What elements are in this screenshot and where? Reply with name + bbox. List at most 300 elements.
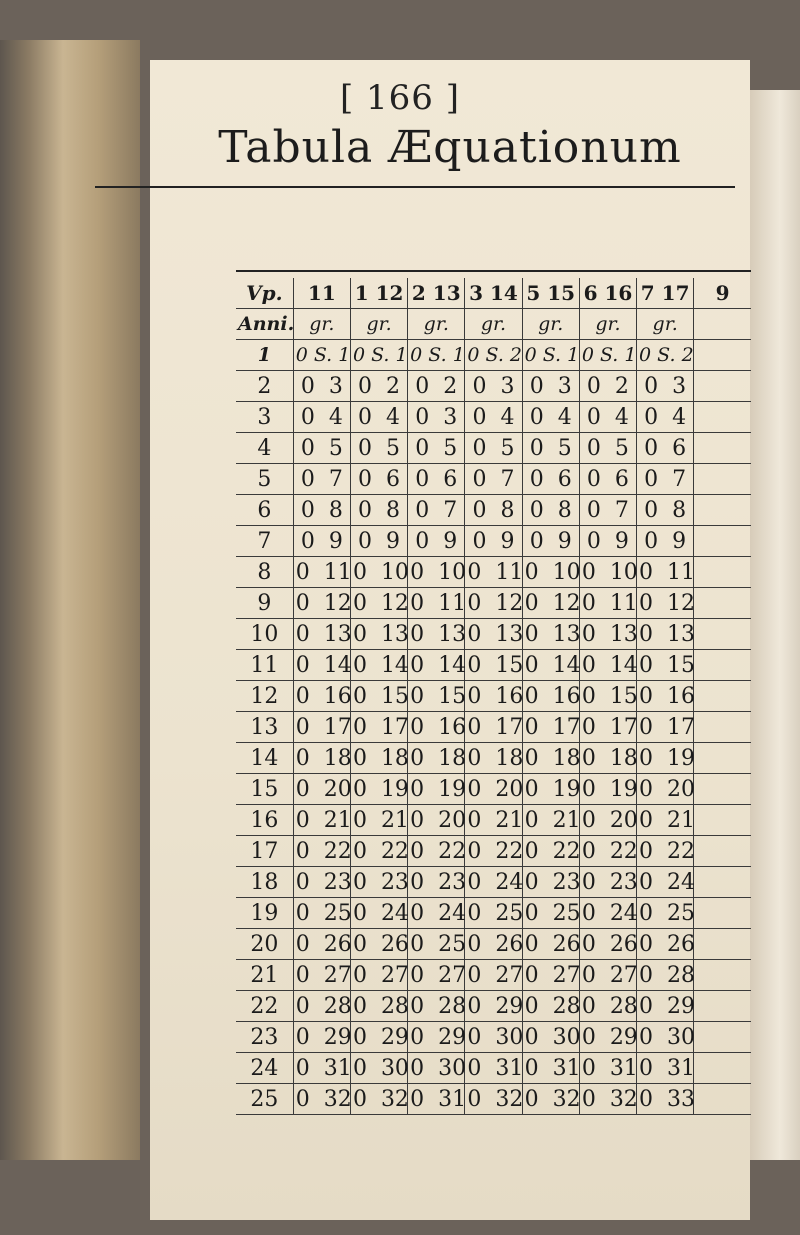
value-cell (522, 650, 579, 681)
degree-value: 21 (323, 807, 352, 833)
year-cell: 7 (236, 526, 293, 557)
zero-marker: 0 (415, 435, 430, 461)
zero-marker: 0 (644, 373, 659, 399)
zero-marker: 0 (644, 497, 659, 523)
degree-value: 17 (667, 714, 696, 740)
zero-marker: 0 (415, 373, 430, 399)
units-cell: gr. (408, 309, 465, 340)
zero-marker: 0 (467, 1055, 482, 1081)
year-cell: 15 (236, 774, 293, 805)
degree-value: 30 (552, 1024, 581, 1050)
header-cell: 3 14 (465, 278, 522, 309)
value-cell (465, 557, 522, 588)
zero-marker: 0 (352, 590, 367, 616)
zero-marker: 0 (524, 776, 539, 802)
table-row (236, 495, 751, 526)
value-cell (522, 464, 579, 495)
degree-value: 31 (609, 1055, 638, 1081)
zero-marker: 0 (300, 497, 315, 523)
value-cell (465, 898, 522, 929)
degree-value: 7 (614, 497, 629, 523)
zero-marker: 0 (529, 466, 544, 492)
zero-marker: 0 (467, 776, 482, 802)
value-cell (579, 991, 636, 1022)
equation-table (236, 278, 751, 1115)
degree-value: 16 (323, 683, 352, 709)
table-row (236, 960, 751, 991)
degree-value: 20 (609, 807, 638, 833)
table-row (236, 929, 751, 960)
zero-marker: 0 (586, 497, 601, 523)
degree-value: 16 (552, 683, 581, 709)
degree-value: 31 (667, 1055, 696, 1081)
degree-value: 8 (500, 497, 515, 523)
degree-value: 5 (557, 435, 572, 461)
zero-marker: 0 (300, 373, 315, 399)
zero-marker: 0 (639, 1086, 654, 1112)
zero-marker: 0 (467, 807, 482, 833)
value-cell (579, 650, 636, 681)
value-cell (350, 433, 407, 464)
zero-marker: 0 (410, 869, 425, 895)
zero-marker: 0 (410, 931, 425, 957)
degree-value: 12 (380, 590, 409, 616)
degree-value: 25 (438, 931, 467, 957)
units-cell: gr. (293, 309, 350, 340)
value-cell (579, 588, 636, 619)
value-cell (465, 712, 522, 743)
degree-value: 18 (438, 745, 467, 771)
degree-value: 32 (380, 1086, 409, 1112)
trailing-cell (694, 681, 751, 712)
zero-marker: 0 (410, 900, 425, 926)
zero-marker: 0 (472, 528, 487, 554)
first-row-cell: 1 (236, 340, 293, 371)
zero-marker: 0 (358, 373, 373, 399)
degree-value: 29 (438, 1024, 467, 1050)
zero-marker: 0 (639, 962, 654, 988)
value-cell (350, 619, 407, 650)
value-cell (579, 681, 636, 712)
units-cell: gr. (579, 309, 636, 340)
zero-marker: 0 (295, 559, 310, 585)
degree-value: 3 (557, 373, 572, 399)
value-cell (579, 1053, 636, 1084)
zero-marker: 0 (467, 869, 482, 895)
value-cell (408, 557, 465, 588)
value-cell (465, 681, 522, 712)
value-cell (408, 1084, 465, 1115)
value-cell (465, 991, 522, 1022)
degree-value: 25 (667, 900, 696, 926)
zero-marker: 0 (467, 621, 482, 647)
zero-marker: 0 (295, 621, 310, 647)
value-cell (293, 619, 350, 650)
zero-marker: 0 (467, 745, 482, 771)
year-cell: 5 (236, 464, 293, 495)
value-cell (637, 1053, 694, 1084)
degree-value: 22 (438, 838, 467, 864)
table-first-row (236, 340, 751, 371)
zero-marker: 0 (581, 776, 596, 802)
trailing-cell (694, 557, 751, 588)
trailing-cell (694, 991, 751, 1022)
value-cell (408, 991, 465, 1022)
degree-value: 29 (667, 993, 696, 1019)
degree-value: 18 (380, 745, 409, 771)
trailing-cell (694, 960, 751, 991)
header-cell: Vp. (236, 278, 293, 309)
value-cell (522, 712, 579, 743)
degree-value: 18 (495, 745, 524, 771)
first-row-cell: 0 S. 1 (579, 340, 636, 371)
value-cell (637, 774, 694, 805)
value-cell (579, 712, 636, 743)
degree-value: 19 (609, 776, 638, 802)
degree-value: 7 (672, 466, 687, 492)
header-cell: 7 17 (637, 278, 694, 309)
degree-value: 32 (323, 1086, 352, 1112)
zero-marker: 0 (352, 993, 367, 1019)
degree-value: 31 (438, 1086, 467, 1112)
degree-value: 30 (380, 1055, 409, 1081)
zero-marker: 0 (358, 435, 373, 461)
value-cell (408, 588, 465, 619)
year-cell: 16 (236, 805, 293, 836)
trailing-cell (694, 774, 751, 805)
zero-marker: 0 (472, 497, 487, 523)
value-cell (293, 681, 350, 712)
degree-value: 17 (495, 714, 524, 740)
zero-marker: 0 (524, 869, 539, 895)
zero-marker: 0 (639, 621, 654, 647)
value-cell (522, 433, 579, 464)
degree-value: 17 (323, 714, 352, 740)
degree-value: 9 (614, 528, 629, 554)
value-cell (637, 650, 694, 681)
value-cell (522, 991, 579, 1022)
zero-marker: 0 (410, 1024, 425, 1050)
zero-marker: 0 (639, 869, 654, 895)
degree-value: 27 (609, 962, 638, 988)
degree-value: 22 (495, 838, 524, 864)
zero-marker: 0 (467, 838, 482, 864)
zero-marker: 0 (352, 776, 367, 802)
zero-marker: 0 (467, 993, 482, 1019)
zero-marker: 0 (524, 1024, 539, 1050)
value-cell (350, 805, 407, 836)
zero-marker: 0 (524, 745, 539, 771)
zero-marker: 0 (300, 404, 315, 430)
value-cell (408, 402, 465, 433)
zero-marker: 0 (581, 993, 596, 1019)
zero-marker: 0 (581, 714, 596, 740)
value-cell (408, 495, 465, 526)
zero-marker: 0 (581, 652, 596, 678)
zero-marker: 0 (415, 528, 430, 554)
zero-marker: 0 (639, 652, 654, 678)
zero-marker: 0 (581, 1055, 596, 1081)
year-cell: 23 (236, 1022, 293, 1053)
degree-value: 21 (667, 807, 696, 833)
zero-marker: 0 (410, 962, 425, 988)
value-cell (293, 495, 350, 526)
zero-marker: 0 (410, 838, 425, 864)
zero-marker: 0 (524, 838, 539, 864)
degree-value: 30 (438, 1055, 467, 1081)
value-cell (293, 1022, 350, 1053)
degree-value: 5 (386, 435, 401, 461)
value-cell (293, 1053, 350, 1084)
zero-marker: 0 (529, 373, 544, 399)
value-cell (579, 495, 636, 526)
zero-marker: 0 (581, 745, 596, 771)
header-cell: 5 15 (522, 278, 579, 309)
degree-value: 23 (380, 869, 409, 895)
degree-value: 13 (380, 621, 409, 647)
degree-value: 4 (386, 404, 401, 430)
trailing-cell (694, 588, 751, 619)
zero-marker: 0 (639, 931, 654, 957)
degree-value: 29 (495, 993, 524, 1019)
degree-value: 4 (672, 404, 687, 430)
value-cell (522, 681, 579, 712)
value-cell (408, 960, 465, 991)
zero-marker: 0 (581, 962, 596, 988)
zero-marker: 0 (524, 590, 539, 616)
degree-value: 31 (495, 1055, 524, 1081)
degree-value: 6 (557, 466, 572, 492)
value-cell (465, 495, 522, 526)
value-cell (579, 774, 636, 805)
value-cell (522, 898, 579, 929)
value-cell (465, 433, 522, 464)
facing-page-edge (748, 90, 800, 1160)
degree-value: 18 (609, 745, 638, 771)
degree-value: 23 (323, 869, 352, 895)
degree-value: 18 (323, 745, 352, 771)
value-cell (522, 774, 579, 805)
degree-value: 15 (495, 652, 524, 678)
value-cell (350, 836, 407, 867)
value-cell (293, 929, 350, 960)
value-cell (293, 898, 350, 929)
degree-value: 10 (552, 559, 581, 585)
value-cell (522, 619, 579, 650)
degree-value: 3 (672, 373, 687, 399)
zero-marker: 0 (586, 466, 601, 492)
table-header-row (236, 278, 751, 309)
zero-marker: 0 (524, 900, 539, 926)
trailing-cell (694, 1084, 751, 1115)
trailing-cell (694, 929, 751, 960)
trailing-cell (694, 619, 751, 650)
value-cell (350, 371, 407, 402)
zero-marker: 0 (295, 993, 310, 1019)
zero-marker: 0 (639, 838, 654, 864)
zero-marker: 0 (581, 590, 596, 616)
degree-value: 28 (380, 993, 409, 1019)
value-cell (293, 836, 350, 867)
degree-value: 28 (667, 962, 696, 988)
zero-marker: 0 (295, 962, 310, 988)
zero-marker: 0 (586, 528, 601, 554)
value-cell (293, 867, 350, 898)
value-cell (522, 867, 579, 898)
value-cell (350, 774, 407, 805)
value-cell (350, 557, 407, 588)
value-cell (408, 867, 465, 898)
first-row-cell: 0 S. 1 (522, 340, 579, 371)
value-cell (350, 526, 407, 557)
zero-marker: 0 (581, 1024, 596, 1050)
degree-value: 22 (323, 838, 352, 864)
degree-value: 23 (552, 869, 581, 895)
degree-value: 26 (323, 931, 352, 957)
year-cell: 17 (236, 836, 293, 867)
degree-value: 14 (552, 652, 581, 678)
degree-value: 22 (380, 838, 409, 864)
zero-marker: 0 (358, 466, 373, 492)
degree-value: 9 (443, 528, 458, 554)
units-cell (694, 309, 751, 340)
zero-marker: 0 (415, 497, 430, 523)
zero-marker: 0 (644, 528, 659, 554)
units-cell: gr. (637, 309, 694, 340)
zero-marker: 0 (467, 590, 482, 616)
degree-value: 4 (614, 404, 629, 430)
year-cell: 24 (236, 1053, 293, 1084)
value-cell (522, 805, 579, 836)
zero-marker: 0 (639, 993, 654, 1019)
degree-value: 27 (495, 962, 524, 988)
zero-marker: 0 (467, 559, 482, 585)
degree-value: 15 (380, 683, 409, 709)
value-cell (350, 1022, 407, 1053)
degree-value: 21 (495, 807, 524, 833)
year-cell: 8 (236, 557, 293, 588)
value-cell (637, 557, 694, 588)
degree-value: 12 (552, 590, 581, 616)
degree-value: 24 (438, 900, 467, 926)
degree-value: 2 (386, 373, 401, 399)
zero-marker: 0 (644, 404, 659, 430)
value-cell (522, 929, 579, 960)
zero-marker: 0 (300, 435, 315, 461)
degree-value: 8 (672, 497, 687, 523)
degree-value: 11 (609, 590, 638, 616)
value-cell (408, 743, 465, 774)
value-cell (579, 433, 636, 464)
degree-value: 9 (672, 528, 687, 554)
degree-value: 6 (672, 435, 687, 461)
degree-value: 12 (667, 590, 696, 616)
value-cell (408, 681, 465, 712)
zero-marker: 0 (358, 528, 373, 554)
zero-marker: 0 (581, 621, 596, 647)
zero-marker: 0 (524, 1055, 539, 1081)
value-cell (293, 743, 350, 774)
trailing-cell (694, 743, 751, 774)
value-cell (350, 712, 407, 743)
value-cell (579, 805, 636, 836)
table-row (236, 650, 751, 681)
table-row (236, 681, 751, 712)
book-page-edges (0, 40, 140, 1160)
zero-marker: 0 (467, 1086, 482, 1112)
degree-value: 19 (438, 776, 467, 802)
first-row-cell: 0 S. 2 (637, 340, 694, 371)
zero-marker: 0 (352, 807, 367, 833)
degree-value: 18 (552, 745, 581, 771)
value-cell (579, 743, 636, 774)
zero-marker: 0 (410, 807, 425, 833)
zero-marker: 0 (415, 404, 430, 430)
trailing-cell (694, 712, 751, 743)
value-cell (637, 867, 694, 898)
zero-marker: 0 (352, 559, 367, 585)
zero-marker: 0 (524, 621, 539, 647)
zero-marker: 0 (352, 869, 367, 895)
zero-marker: 0 (524, 993, 539, 1019)
value-cell (637, 588, 694, 619)
degree-value: 22 (609, 838, 638, 864)
zero-marker: 0 (581, 559, 596, 585)
zero-marker: 0 (410, 652, 425, 678)
value-cell (350, 929, 407, 960)
value-cell (465, 867, 522, 898)
zero-marker: 0 (529, 435, 544, 461)
value-cell (522, 495, 579, 526)
value-cell (637, 1084, 694, 1115)
zero-marker: 0 (644, 466, 659, 492)
degree-value: 30 (495, 1024, 524, 1050)
trailing-cell (694, 464, 751, 495)
value-cell (522, 743, 579, 774)
value-cell (579, 960, 636, 991)
year-cell: 6 (236, 495, 293, 526)
table-body (236, 371, 751, 1115)
zero-marker: 0 (295, 807, 310, 833)
value-cell (637, 681, 694, 712)
degree-value: 10 (380, 559, 409, 585)
zero-marker: 0 (524, 931, 539, 957)
year-cell: 2 (236, 371, 293, 402)
table-row (236, 371, 751, 402)
zero-marker: 0 (295, 931, 310, 957)
value-cell (408, 526, 465, 557)
value-cell (293, 433, 350, 464)
degree-value: 16 (438, 714, 467, 740)
zero-marker: 0 (352, 962, 367, 988)
zero-marker: 0 (639, 1024, 654, 1050)
value-cell (293, 402, 350, 433)
degree-value: 6 (443, 466, 458, 492)
value-cell (522, 960, 579, 991)
table-row (236, 898, 751, 929)
degree-value: 17 (552, 714, 581, 740)
value-cell (408, 712, 465, 743)
year-cell: 14 (236, 743, 293, 774)
year-cell: 13 (236, 712, 293, 743)
degree-value: 13 (495, 621, 524, 647)
value-cell (293, 991, 350, 1022)
value-cell (350, 743, 407, 774)
zero-marker: 0 (529, 528, 544, 554)
year-cell: 11 (236, 650, 293, 681)
value-cell (579, 929, 636, 960)
zero-marker: 0 (639, 776, 654, 802)
